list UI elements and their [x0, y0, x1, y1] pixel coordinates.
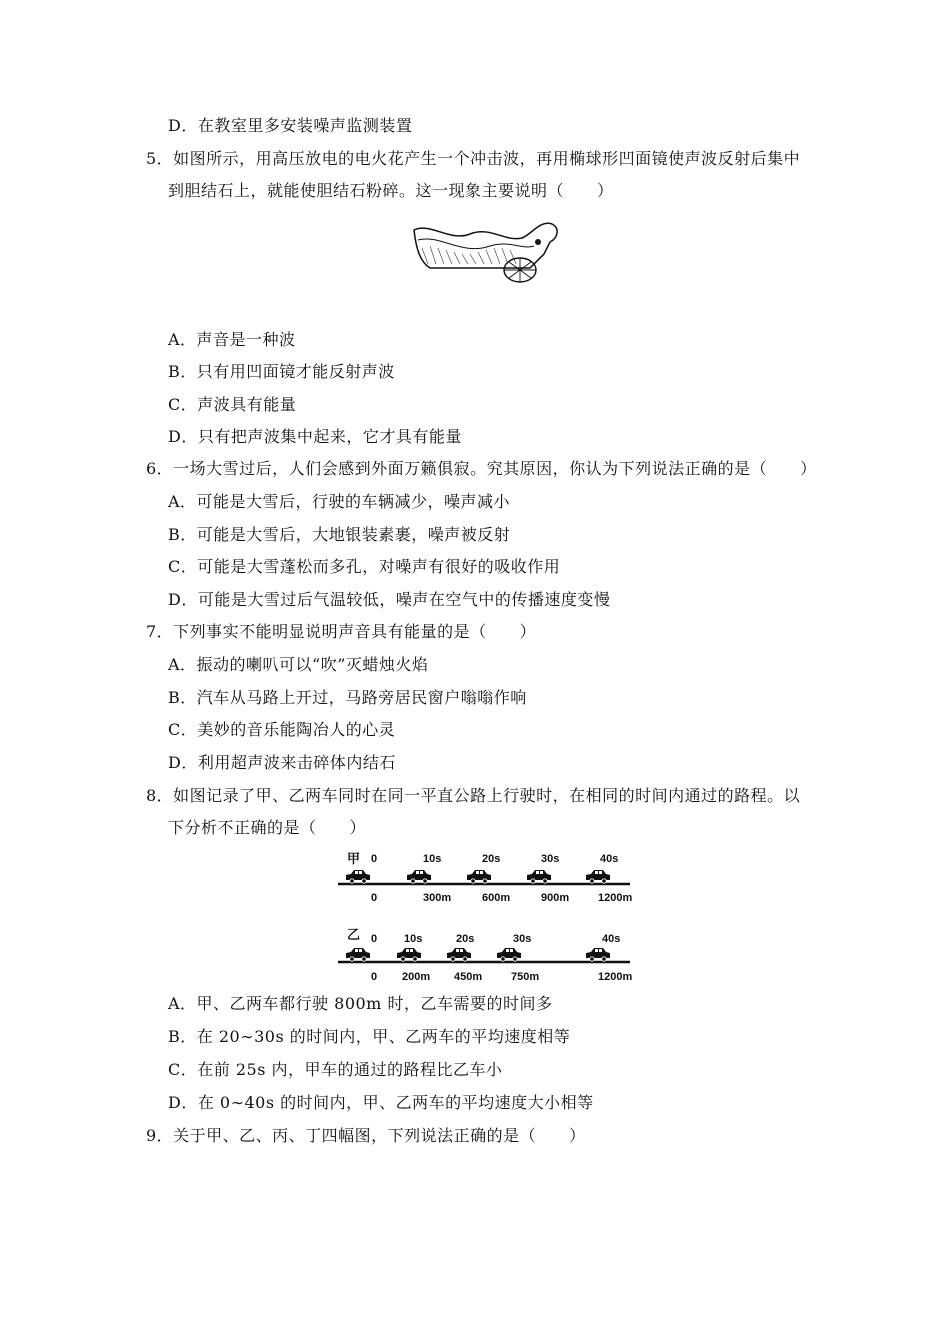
- car-motion-figure: [330, 846, 640, 986]
- jia-time-10s: 10s: [423, 853, 442, 865]
- q6-option-b: B．可能是大雪后，大地银装素裹，噪声被反射: [168, 525, 511, 544]
- q7-option-c: C．美妙的音乐能陶冶人的心灵: [168, 720, 396, 739]
- yi-dist-750m: 750m: [511, 971, 540, 983]
- jia-time-0: 0: [371, 853, 378, 865]
- jia-time-30s: 30s: [541, 853, 560, 865]
- jia-label: 甲: [347, 852, 361, 867]
- q5-option-c: C．声波具有能量: [168, 395, 297, 414]
- yi-label: 乙: [347, 928, 361, 943]
- jia-dist-0: 0: [371, 892, 378, 904]
- q9-stem: 9．关于甲、乙、丙、丁四幅图，下列说法正确的是（ ）: [146, 1126, 586, 1145]
- yi-dist-1200m: 1200m: [598, 971, 633, 983]
- q7-stem: 7．下列事实不能明显说明声音具有能量的是（ ）: [146, 622, 537, 641]
- yi-time-30s: 30s: [513, 933, 532, 945]
- q5-option-d: D．只有把声波集中起来，它才具有能量: [168, 427, 462, 446]
- prev-option-d: D．在教室里多安装噪声监测装置: [168, 116, 413, 135]
- yi-dist-0: 0: [371, 971, 378, 983]
- q8-stem-line2: 下分析不正确的是（ ）: [168, 818, 367, 837]
- yi-dist-200m: 200m: [402, 971, 431, 983]
- yi-dist-450m: 450m: [454, 971, 483, 983]
- jia-dist-900m: 900m: [541, 892, 570, 904]
- q7-option-b: B．汽车从马路上开过，马路旁居民窗户嗡嗡作响: [168, 688, 527, 707]
- q5-option-b: B．只有用凹面镜才能反射声波: [168, 362, 395, 381]
- yi-time-40s: 40s: [602, 933, 621, 945]
- q5-stem-line1: 5．如图所示，用高压放电的电火花产生一个冲击波，再用椭球形凹面镜使声波反射后集中: [146, 149, 801, 168]
- yi-time-0: 0: [371, 933, 378, 945]
- q8-option-c: C．在前 25s 内，甲车的通过的路程比乙车小: [168, 1060, 503, 1079]
- jia-dist-1200m: 1200m: [598, 892, 633, 904]
- q5-stem-line2: 到胆结石上，就能使胆结石粉碎。这一现象主要说明（ ）: [168, 181, 614, 200]
- yi-time-20s: 20s: [456, 933, 475, 945]
- q7-option-d: D．利用超声波来击碎体内结石: [168, 753, 396, 772]
- yi-time-10s: 10s: [404, 933, 423, 945]
- q6-option-a: A．可能是大雪后，行驶的车辆减少，噪声减小: [168, 492, 511, 511]
- q8-option-a: A．甲、乙两车都行驶 800m 时，乙车需要的时间多: [168, 994, 553, 1013]
- jia-cars: [346, 870, 610, 883]
- jia-dist-300m: 300m: [423, 892, 452, 904]
- jia-time-40s: 40s: [600, 853, 619, 865]
- q6-option-c: C．可能是大雪蓬松而多孔，对噪声有很好的吸收作用: [168, 557, 561, 576]
- q7-option-a: A．振动的喇叭可以“吹”灭蜡烛火焰: [168, 655, 429, 674]
- q6-stem: 6．一场大雪过后，人们会感到外面万籁俱寂。究其原因，你认为下列说法正确的是（ ）: [146, 459, 817, 478]
- q6-option-d: D．可能是大雪过后气温较低，噪声在空气中的传播速度变慢: [168, 590, 611, 609]
- q5-option-a: A．声音是一种波: [168, 330, 296, 349]
- q8-option-d: D．在 0∼40s 的时间内，甲、乙两车的平均速度大小相等: [168, 1093, 594, 1112]
- q8-option-b: B．在 20∼30s 的时间内，甲、乙两车的平均速度相等: [168, 1027, 571, 1046]
- q8-stem-line1: 8．如图记录了甲、乙两车同时在同一平直公路上行驶时，在相同的时间内通过的路程。以: [146, 786, 801, 805]
- gallstone-lithotripsy-figure: [410, 212, 562, 284]
- jia-dist-600m: 600m: [482, 892, 511, 904]
- jia-time-20s: 20s: [482, 853, 501, 865]
- yi-cars: [346, 948, 610, 961]
